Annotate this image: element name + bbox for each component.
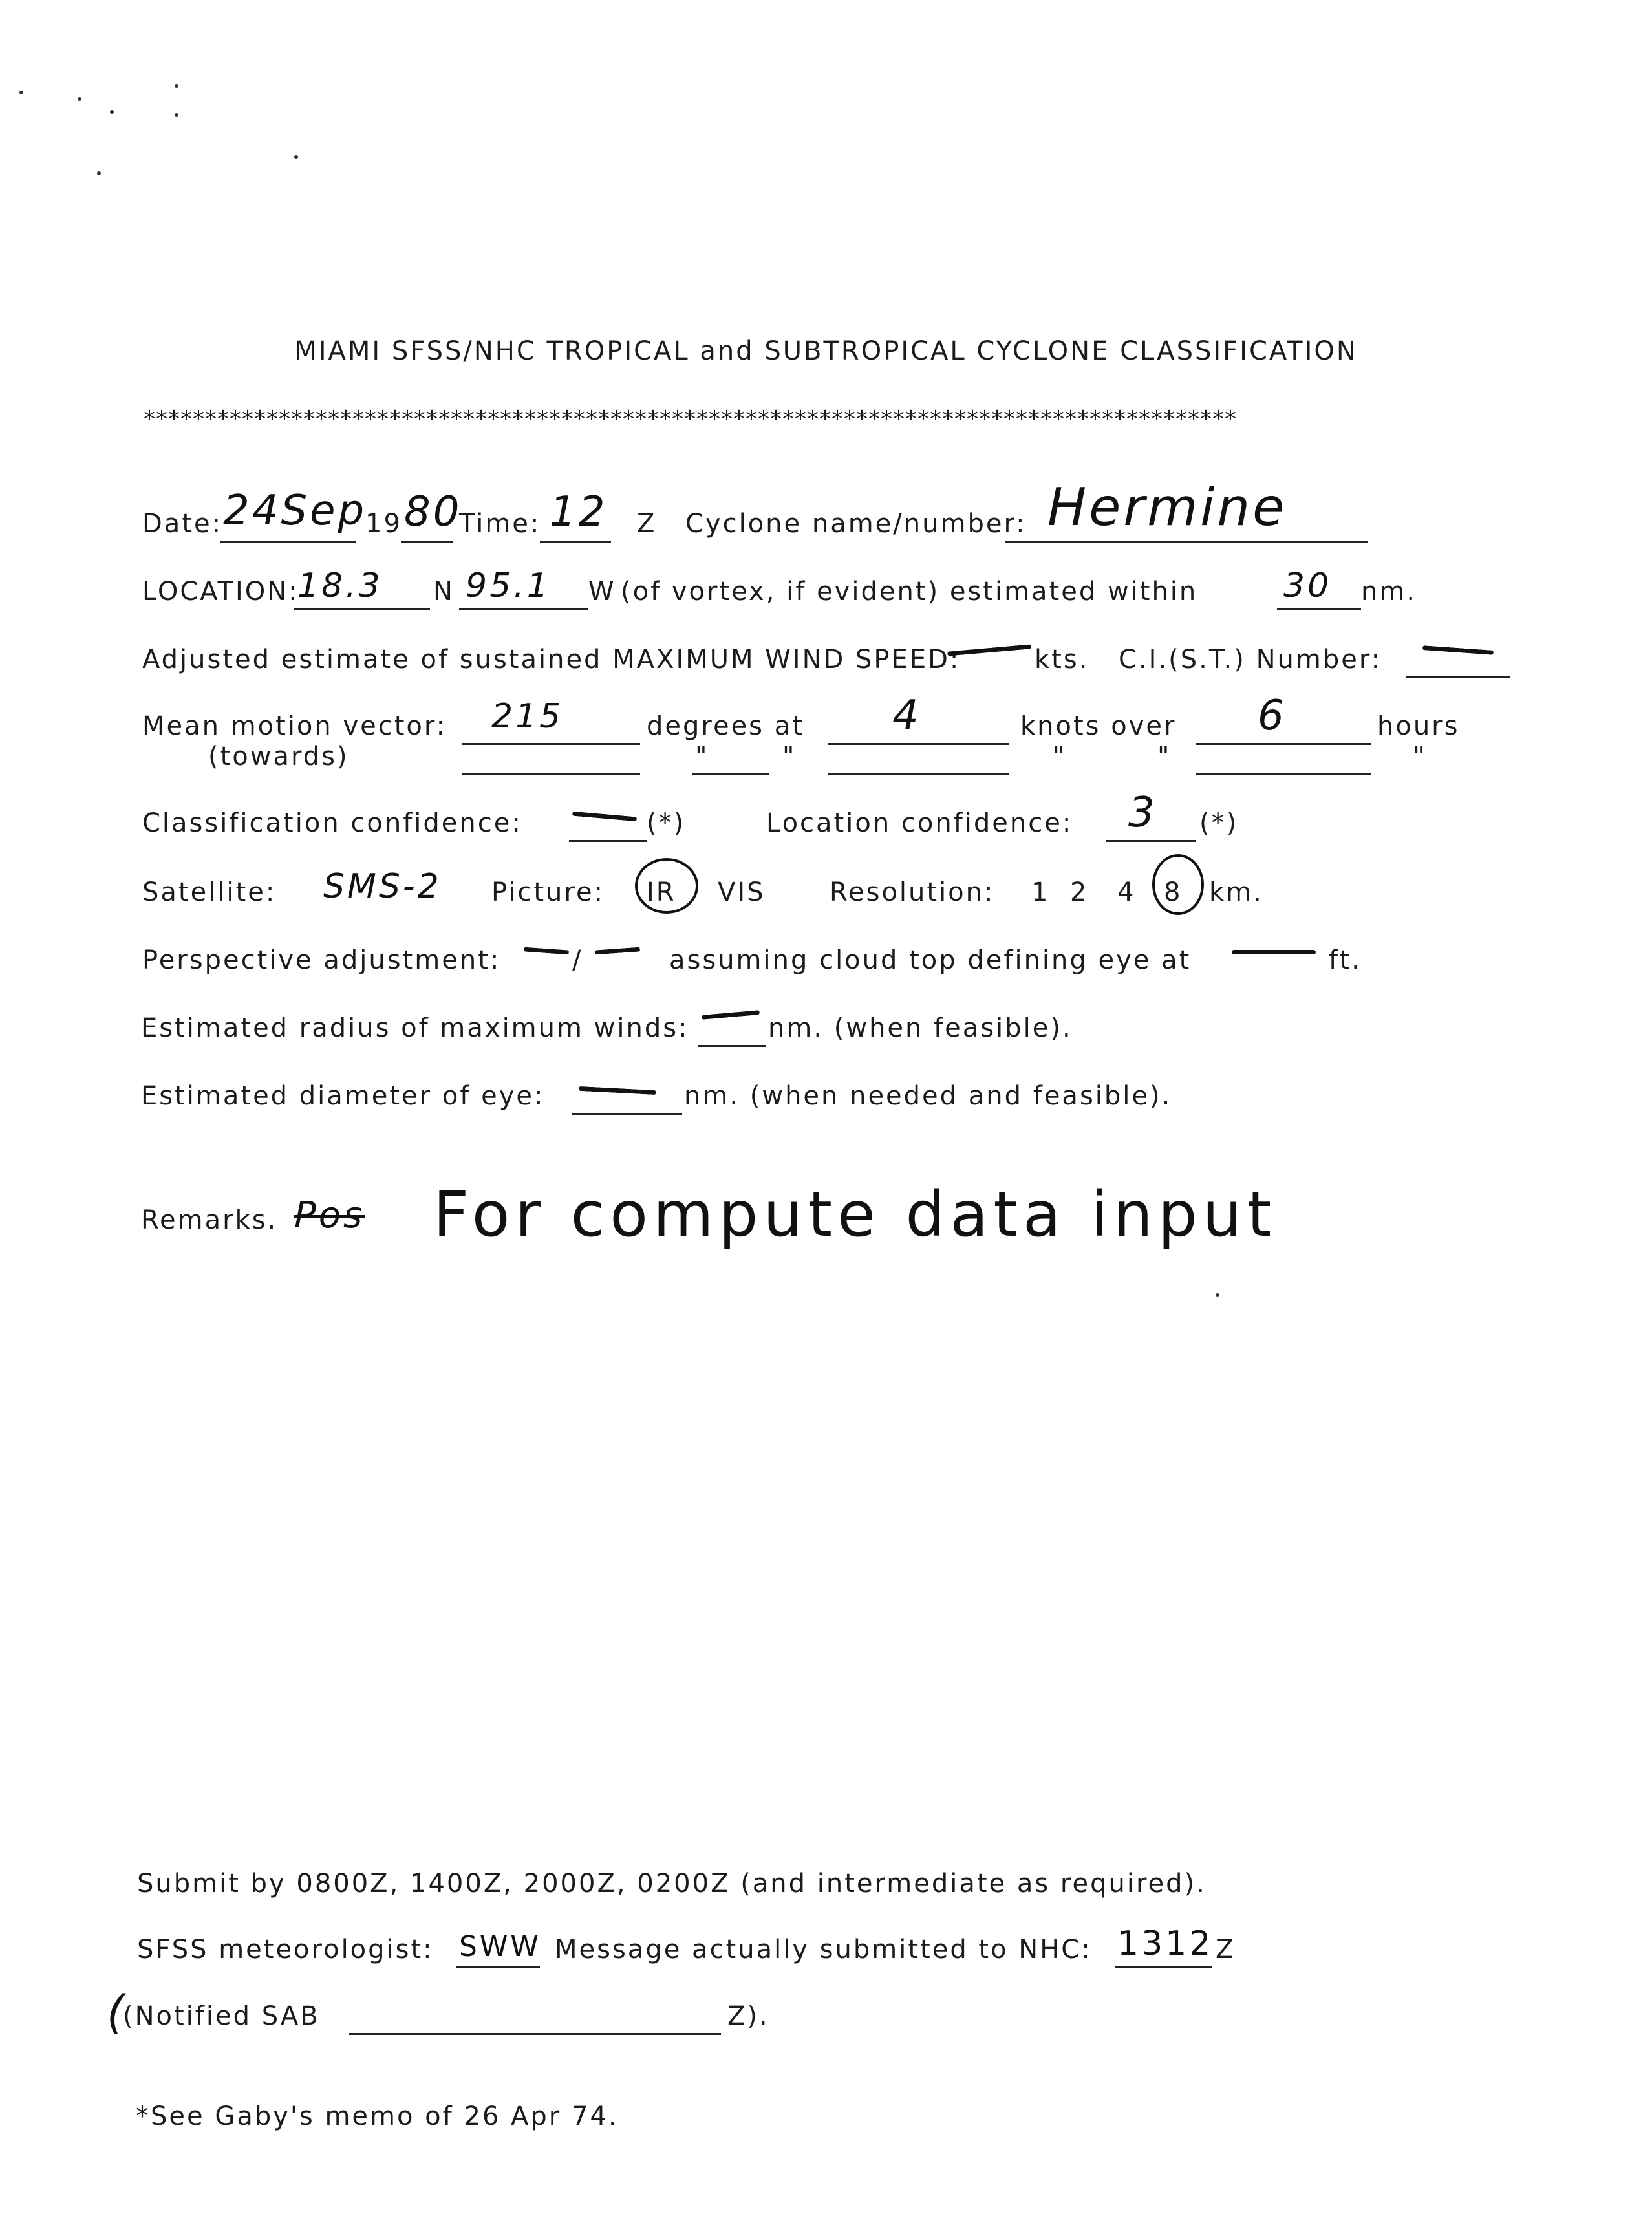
knots-value: 4	[892, 692, 921, 740]
date-label: Date:	[142, 509, 223, 539]
perspective-unit: ft.	[1329, 945, 1362, 975]
perspective-middle-text: assuming cloud top defining eye at	[669, 945, 1192, 975]
resolution-unit: km.	[1209, 877, 1263, 907]
cyclone-value: Hermine	[1047, 477, 1287, 537]
resolution-option-8: 8	[1164, 877, 1183, 907]
satellite-label: Satellite:	[142, 877, 277, 907]
max-wind-row	[0, 630, 1652, 682]
form-title: MIAMI SFSS/NHC TROPICAL and SUBTROPICAL CYCLONE CLASSIFICATION	[294, 336, 1358, 366]
radius-label: Estimated radius of maximum winds:	[141, 1013, 689, 1043]
meteorologist-value: SWW	[459, 1930, 541, 1963]
cyclone-label: Cyclone name/number:	[685, 509, 1027, 539]
remarks-struck-text: Pos	[294, 1194, 365, 1236]
ci-blank	[1406, 638, 1510, 678]
year-value: 80	[404, 488, 462, 536]
footnote-row	[0, 2087, 1652, 2139]
ditto-mark: "	[782, 742, 797, 771]
max-wind-label: Adjusted estimate of sustained MAXIMUM WIND SPEED:	[142, 645, 961, 674]
diameter-suffix: nm. (when needed and feasible).	[684, 1081, 1172, 1111]
remarks-value: For compute data input	[433, 1178, 1277, 1251]
hours-value: 6	[1258, 692, 1287, 740]
within-value: 30	[1283, 566, 1332, 605]
knots-label: knots over	[1020, 711, 1177, 741]
perspective-label: Perspective adjustment:	[142, 945, 501, 975]
degrees-label: degrees at	[647, 711, 804, 741]
class-confidence-suffix: (*)	[647, 808, 686, 838]
max-wind-unit: kts.	[1035, 645, 1089, 674]
diameter-label: Estimated diameter of eye:	[141, 1081, 545, 1111]
perspective-dash-2	[595, 947, 640, 955]
motion-sub-label: (towards)	[208, 742, 349, 771]
resolution-option-4: 4	[1117, 877, 1136, 907]
confidence-row	[0, 789, 1652, 846]
location-label: LOCATION:	[142, 577, 299, 607]
resolution-option-2: 2	[1070, 877, 1089, 907]
scan-speck	[97, 171, 101, 175]
degrees-value: 215	[491, 697, 564, 736]
towards-degrees-blank	[462, 735, 640, 775]
location-row	[0, 563, 1652, 614]
loc-confidence-label: Location confidence:	[766, 808, 1073, 838]
satellite-row	[0, 863, 1652, 915]
message-suffix: Z	[1216, 1935, 1236, 1964]
perspective-dash-1	[524, 947, 569, 955]
towards-hours-blank	[1196, 735, 1371, 775]
remarks-row	[0, 1164, 1652, 1261]
date-row	[0, 477, 1652, 546]
lat-suffix: N	[433, 577, 455, 607]
scan-speck	[175, 113, 178, 117]
motion-towards-row	[0, 727, 1652, 779]
footnote-text: *See Gaby's memo of 26 Apr 74.	[136, 2102, 619, 2131]
scan-speck	[175, 84, 178, 88]
scan-speck	[294, 155, 298, 159]
notified-blank	[349, 1994, 721, 2035]
time-value: 12	[550, 488, 608, 536]
diameter-row	[0, 1067, 1652, 1119]
date-value: 24Sep	[223, 487, 367, 535]
remarks-label: Remarks.	[141, 1205, 278, 1235]
loc-confidence-suffix: (*)	[1199, 808, 1239, 838]
scan-speck	[19, 91, 23, 94]
notified-label: (Notified SAB	[123, 2001, 320, 2031]
ci-label: C.I.(S.T.) Number:	[1119, 645, 1382, 674]
scan-speck	[78, 97, 81, 101]
resolution-selected-circle	[1152, 854, 1204, 915]
picture-selected-circle	[635, 858, 698, 914]
picture-label: Picture:	[491, 877, 605, 907]
satellite-value: SMS-2	[323, 867, 442, 906]
resolution-label: Resolution:	[830, 877, 995, 907]
perspective-ft-dash	[1232, 950, 1316, 954]
class-confidence-label: Classification confidence:	[142, 808, 522, 838]
submit-row	[0, 1855, 1652, 1906]
separator-row: *****************************************************************************************	[144, 406, 1237, 433]
lon-value: 95.1	[466, 566, 551, 605]
ditto-mark: "	[1413, 742, 1427, 771]
ditto-mark: "	[695, 742, 709, 771]
hours-label: hours	[1377, 711, 1460, 741]
notified-paren-mark: (	[107, 1986, 127, 2039]
motion-label: Mean motion vector:	[142, 711, 447, 741]
time-suffix: Z	[637, 509, 657, 539]
meteorologist-label: SFSS meteorologist:	[137, 1935, 434, 1964]
location-middle-text: (of vortex, if evident) estimated within	[621, 577, 1198, 607]
ditto-mark: "	[1157, 742, 1172, 771]
notified-row	[0, 1987, 1652, 2039]
picture-option-vis: VIS	[718, 877, 766, 907]
lon-suffix: W	[588, 577, 616, 607]
scan-speck	[110, 110, 114, 114]
notified-suffix: Z).	[727, 2001, 769, 2031]
perspective-row	[0, 931, 1652, 983]
meteorologist-row	[0, 1920, 1652, 1972]
towards-ditto-blank	[692, 735, 769, 775]
perspective-separator: /	[572, 945, 583, 975]
towards-knots-blank	[828, 735, 1009, 775]
scan-speck	[1216, 1293, 1219, 1297]
resolution-option-1: 1	[1031, 877, 1050, 907]
lat-value: 18.3	[297, 566, 383, 605]
radius-suffix: nm. (when feasible).	[768, 1013, 1073, 1043]
loc-confidence-value: 3	[1128, 789, 1157, 837]
year-prefix: 19	[365, 509, 402, 539]
radius-row	[0, 999, 1652, 1051]
diameter-blank	[572, 1074, 682, 1115]
within-unit: nm.	[1361, 577, 1417, 607]
submit-text: Submit by 0800Z, 1400Z, 2000Z, 0200Z (and intermediate as required).	[137, 1869, 1207, 1899]
ditto-mark: "	[1053, 742, 1067, 771]
message-label: Message actually submitted to NHC:	[555, 1935, 1092, 1964]
time-label: Time:	[459, 509, 541, 539]
picture-option-ir: IR	[647, 877, 676, 907]
message-value: 1312	[1117, 1924, 1214, 1963]
class-confidence-blank	[569, 801, 647, 842]
